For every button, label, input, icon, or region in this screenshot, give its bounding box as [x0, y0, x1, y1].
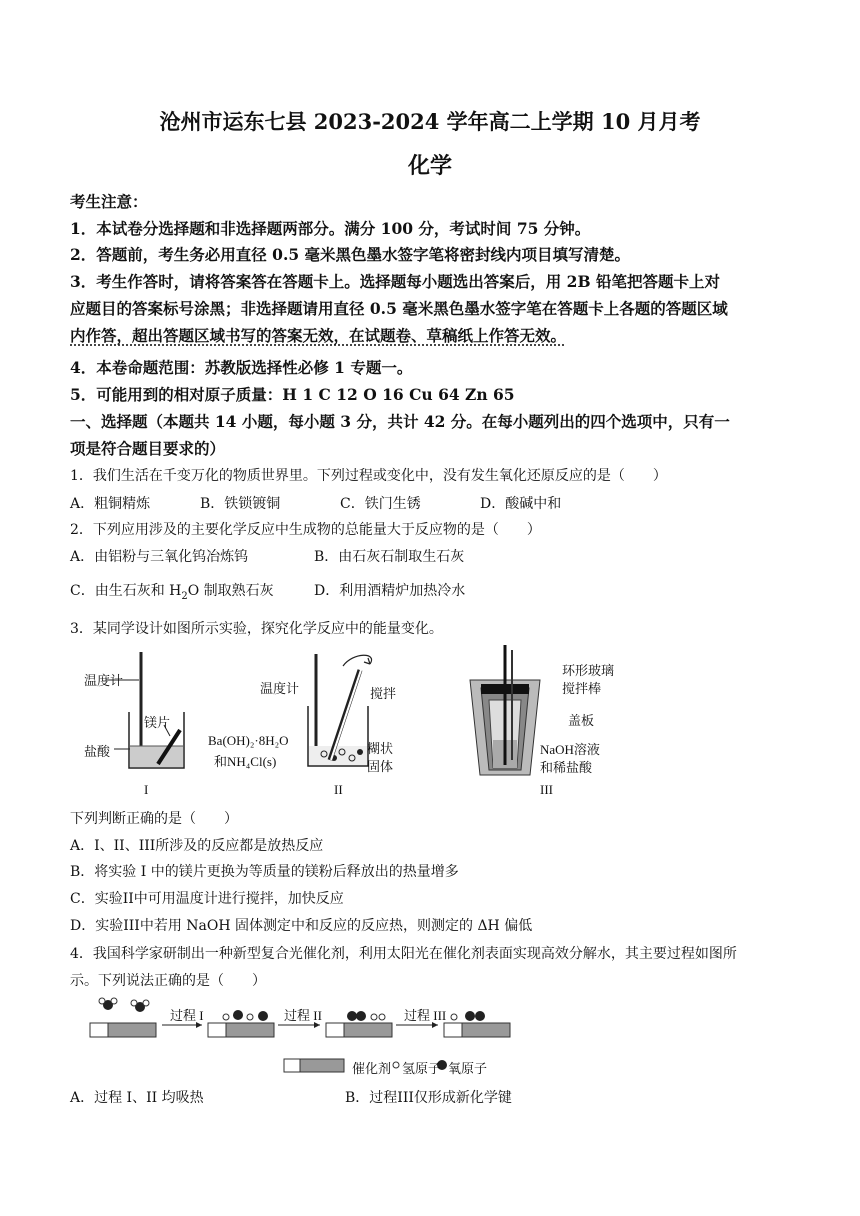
fig2-paste-line1: 糊状: [367, 741, 394, 756]
fig2-label: II: [334, 782, 343, 797]
q1-option-d: D．酸碱中和: [480, 496, 562, 512]
notice-item-2: 2．答题前，考生务必用直径 0.5 毫米黑色墨水签字笔将密封线内项目填写清楚。: [70, 245, 631, 264]
subject-title: 化学: [407, 153, 452, 179]
q2-stem: 2．下列应用涉及的主要化学反应中生成物的总能量大于反应物的是（ ）: [70, 522, 541, 538]
fig3-rod-line1: 环形玻璃: [562, 663, 615, 678]
section-heading: 一、选择题（本题共 14 小题，每小题 3 分，共计 42 分。在每小题列出的四个选项中，只有一: [70, 412, 730, 431]
notice-item-5: 5．可能用到的相对原子质量：H 1 C 12 O 16 Cu 64 Zn 65: [70, 385, 515, 404]
notice-item-3-cont: 应题目的答案标号涂黑；非选择题请用直径 0.5 毫米黑色墨水签字笔在答题卡上各题的答题区域: [70, 299, 728, 318]
exam-title: 沧州市运东七县 2023-2024 学年高二上学期 10 月月考: [159, 109, 701, 134]
fig2-thermometer-label: 温度计: [260, 681, 300, 696]
q4-process-2: 过程 II: [284, 1008, 322, 1023]
notice-item-3: 3．考生作答时，请将答案答在答题卡上。选择题每小题选出答案后，用 2B 铅笔把答题卡上对: [70, 272, 720, 291]
fig1-label: I: [144, 782, 149, 797]
q3-option-b: B．将实验 I 中的镁片更换为等质量的镁粉后释放出的热量增多: [70, 864, 459, 880]
q4-process-3: 过程 III: [404, 1008, 447, 1023]
q1-stem: 1．我们生活在千变万化的物质世界里。下列过程或变化中，没有发生氧化还原反应的是（ ）: [70, 468, 667, 484]
q2-option-b: B．由石灰石制取生石灰: [314, 549, 465, 565]
q2-option-c-pre: C．由生石灰和 H: [70, 583, 182, 599]
notice-heading: 考生注意：: [70, 192, 148, 211]
q2-option-c-sub: 2: [181, 590, 188, 602]
q3-option-a: A．I、II、III所涉及的反应都是放热反应: [70, 838, 324, 854]
fig2-stir-label: 搅拌: [370, 686, 397, 701]
figure-3: [465, 640, 545, 780]
fig1-thermometer-label: 温度计: [84, 673, 124, 688]
q4-legend-h: 氢原子: [402, 1061, 442, 1076]
fig3-cover-label: 盖板: [568, 713, 595, 728]
q3-option-c: C．实验II中可用温度计进行搅拌，加快反应: [70, 891, 344, 907]
q4-legend-catalyst: 催化剂: [352, 1061, 392, 1076]
notice-item-1: 1．本试卷分选择题和非选择题两部分。满分 100 分，考试时间 75 分钟。: [70, 219, 591, 238]
q4-option-a: A．过程 I、II 均吸热: [70, 1090, 204, 1106]
fig2-reagent-line1: Ba(OH)₂·8H₂O: [208, 733, 289, 748]
q2-option-a: A．由铝粉与三氧化钨冶炼钨: [70, 549, 249, 565]
fig2-reagent-line2: 和NH₄Cl(s): [214, 754, 277, 769]
figure-3-drawing: [465, 640, 545, 780]
q4-option-b: B．过程III仅形成新化学键: [345, 1090, 512, 1106]
q3-judge: 下列判断正确的是（ ）: [70, 811, 238, 827]
q4-stem-line2: 示。下列说法正确的是（ ）: [70, 973, 266, 989]
section-heading-cont: 项是符合题目要求的）: [70, 439, 226, 458]
fig1-mg-label: 镁片: [144, 715, 171, 730]
q1-option-b: B．铁锁镀铜: [200, 496, 281, 512]
q3-stem: 3．某同学设计如图所示实验，探究化学反应中的能量变化。: [70, 621, 443, 637]
fig1-acid-label: 盐酸: [84, 744, 111, 759]
notice-item-4: 4．本卷命题范围：苏教版选择性必修 1 专题一。: [70, 358, 413, 377]
fig3-label: III: [540, 782, 553, 797]
fig3-solution-line2: 和稀盐酸: [540, 760, 593, 775]
q3-option-d: D．实验III中若用 NaOH 固体测定中和反应的反应热，则测定的 ΔH 偏低: [70, 918, 533, 934]
fig2-paste-line2: 固体: [367, 759, 394, 774]
q1-option-c: C．铁门生锈: [340, 496, 421, 512]
q2-option-c-post: O 制取熟石灰: [187, 583, 274, 599]
fig3-rod-line2: 搅拌棒: [562, 681, 602, 696]
q4-legend-o: 氧原子: [448, 1061, 488, 1076]
q4-stem-line1: 4．我国科学家研制出一种新型复合光催化剂，利用太阳光在催化剂表面实现高效分解水，其主要过程如图所: [70, 946, 737, 962]
notice-item-3-cont2: 内作答，超出答题区域书写的答案无效，在试题卷、草稿纸上作答无效。: [70, 326, 567, 345]
fig3-solution-line1: NaOH溶液: [540, 742, 600, 757]
q2-option-c: [70, 580, 274, 602]
q2-option-d: D．利用酒精炉加热冷水: [314, 583, 466, 599]
q4-process-1: 过程 I: [170, 1008, 204, 1023]
q1-option-a: A．粗铜精炼: [70, 496, 151, 512]
